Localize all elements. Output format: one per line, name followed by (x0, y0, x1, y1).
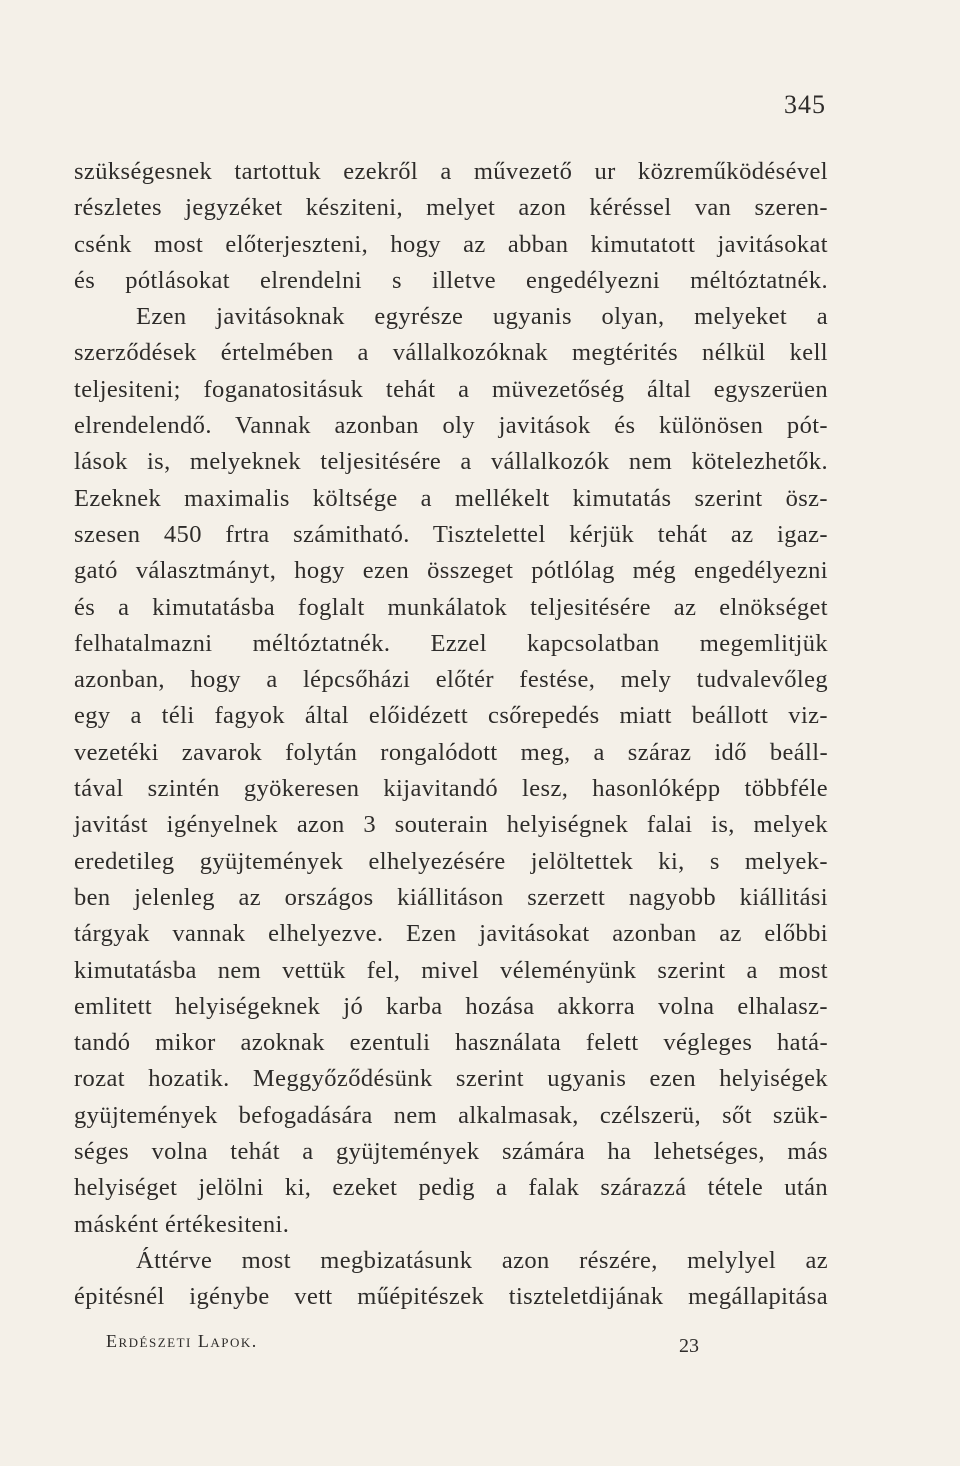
text-line: részletes jegyzéket késziteni, melyet azon kéréssel van szeren- (74, 194, 828, 222)
journal-title: Erdészeti Lapok. (106, 1331, 258, 1351)
text-line: emlitett helyiségeknek jó karba hozása akkorra volna elhalasz- (74, 992, 828, 1020)
text-line: felhatalmazni méltóztatnék. Ezzel kapcsolatban megemlitjük (74, 629, 828, 657)
text-line: vezetéki zavarok folytán rongalódott meg, a száraz idő beáll- (74, 738, 828, 766)
text-line: gató választmányt, hogy ezen összeget pótlólag még engedélyezni (74, 557, 828, 585)
text-line: tárgyak vannak elhelyezve. Ezen javitásokat azonban az előbbi (74, 920, 828, 948)
text-line: épitésnél igénybe vett műépitészek tiszteletdijának megállapitása (74, 1283, 828, 1311)
text-line: javitást igényelnek azon 3 souterain helyiségnek falai is, melyek (74, 811, 828, 839)
text-line: Áttérve most megbizatásunk azon részére, melylyel az (136, 1246, 828, 1274)
text-line: kimutatásba nem vettük fel, mivel véleményünk szerint a most (74, 956, 828, 984)
text-line: Ezen javitásoknak egyrésze ugyanis olyan, melyeket a (136, 303, 828, 331)
text-line: tandó mikor azoknak ezentuli használata felett végleges hatá- (74, 1029, 828, 1057)
page-number: 345 (784, 90, 826, 119)
text-line: csénk most előterjeszteni, hogy az abban kimutatott javitásokat (74, 230, 828, 258)
text-line: és pótlásokat elrendelni s illetve engedélyezni méltóztatnék. (74, 266, 828, 294)
body-text (74, 154, 828, 1316)
text-line: séges volna tehát a gyüjtemények számára ha lehetséges, más (74, 1138, 828, 1166)
text-line: szükségesnek tartottuk ezekről a művezető ur közreműködésével (74, 158, 828, 185)
signature-mark: 23 (679, 1335, 699, 1357)
text-line: azonban, hogy a lépcsőházi előtér festése, mely tudvalevőleg (74, 666, 828, 694)
text-line: gyüjtemények befogadására nem alkalmasak, czélszerü, sőt szük- (74, 1101, 828, 1129)
text-line: helyiséget jelölni ki, ezeket pedig a falak szárazzá tétele után (74, 1174, 828, 1202)
text-line: Ezeknek maximalis költsége a mellékelt kimutatás szerint ösz- (74, 484, 828, 512)
text-line: tával szintén gyökeresen kijavitandó lesz, hasonlóképp többféle (74, 775, 828, 803)
text-line: elrendelendő. Vannak azonban oly javitások és különösen pót- (74, 412, 828, 440)
text-line: lások is, melyeknek teljesitésére a vállalkozók nem kötelezhetők. (74, 448, 828, 476)
text-line: teljesiteni; foganatositásuk tehát a müvezetőség által egyszerüen (74, 375, 828, 403)
text-line: szerződések értelmében a vállalkozóknak megtérités nélkül kell (74, 339, 828, 367)
text-line: szesen 450 frtra számitható. Tisztelettel kérjük tehát az igaz- (74, 520, 828, 548)
page-footer (106, 1331, 706, 1361)
text-line: egy a téli fagyok által előidézett csőrepedés miatt beállott viz- (74, 702, 828, 730)
text-line: rozat hozatik. Meggyőződésünk szerint ugyanis ezen helyiségek (74, 1065, 828, 1093)
text-line: és a kimutatásba foglalt munkálatok teljesitésére az elnökséget (74, 593, 828, 621)
text-line: ben jelenleg az országos kiállitáson szerzett nagyobb kiállitási (74, 883, 828, 911)
text-line: másként értékesiteni. (74, 1210, 290, 1238)
text-line: eredetileg gyüjtemények elhelyezésére jelöltettek ki, s melyek- (74, 847, 828, 875)
